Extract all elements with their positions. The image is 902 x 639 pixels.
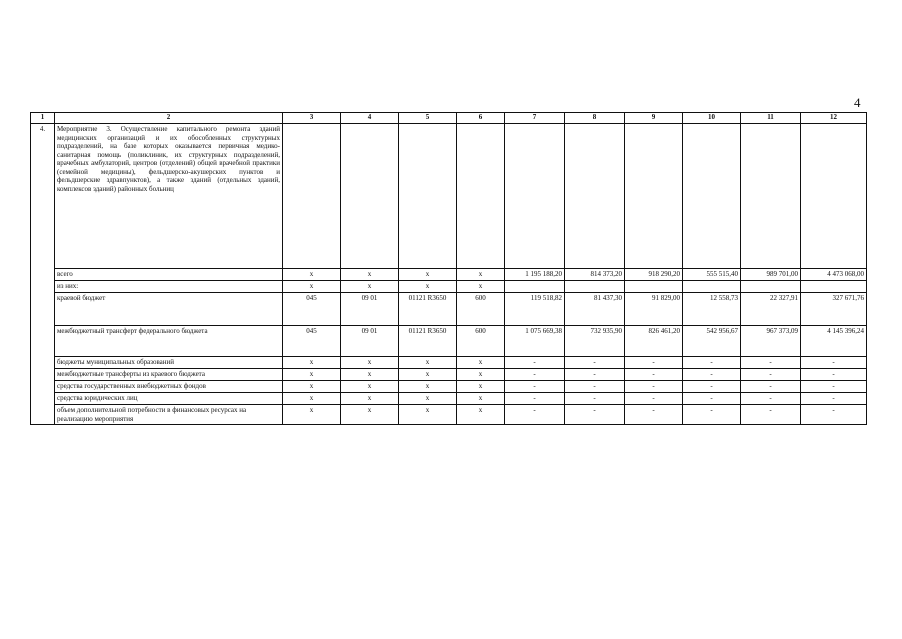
table-cell: x bbox=[341, 357, 399, 369]
table-cell: x bbox=[399, 269, 457, 281]
table-cell: - bbox=[625, 393, 683, 405]
column-header-1: 1 bbox=[31, 113, 55, 124]
table-cell: 045 bbox=[283, 326, 341, 357]
table-cell: 4 145 396,24 bbox=[801, 326, 867, 357]
table-cell: x bbox=[341, 381, 399, 393]
table-cell: x bbox=[457, 381, 505, 393]
table-cell: 01121 R3650 bbox=[399, 326, 457, 357]
column-header-5: 5 bbox=[399, 113, 457, 124]
table-cell: - bbox=[625, 381, 683, 393]
table-cell bbox=[505, 281, 565, 293]
row-label: объем дополнительной потребности в финансовых ресурсах на реализацию мероприятия bbox=[55, 405, 283, 425]
row-label: средства юридических лиц bbox=[55, 393, 283, 405]
table-cell: - bbox=[741, 357, 801, 369]
table-cell: x bbox=[341, 269, 399, 281]
table-cell: 22 327,91 bbox=[741, 293, 801, 326]
column-header-12: 12 bbox=[801, 113, 867, 124]
table-cell: - bbox=[801, 405, 867, 425]
table-cell: 918 290,20 bbox=[625, 269, 683, 281]
table-cell: - bbox=[683, 369, 741, 381]
table-cell: - bbox=[801, 381, 867, 393]
table-cell: x bbox=[399, 369, 457, 381]
table-cell: 045 bbox=[283, 293, 341, 326]
table-cell: x bbox=[283, 405, 341, 425]
table-cell: x bbox=[283, 357, 341, 369]
table-cell: 826 461,20 bbox=[625, 326, 683, 357]
table-cell bbox=[283, 124, 341, 269]
table-cell: - bbox=[801, 393, 867, 405]
column-header-10: 10 bbox=[683, 113, 741, 124]
table-cell: - bbox=[741, 405, 801, 425]
table-cell: - bbox=[565, 357, 625, 369]
budget-table bbox=[30, 112, 867, 425]
table-cell: 4 473 068,00 bbox=[801, 269, 867, 281]
activity-number: 4. bbox=[31, 124, 55, 425]
table-row-legal-entities bbox=[31, 393, 867, 405]
table-row-regional-transfers bbox=[31, 369, 867, 381]
table-cell: 91 829,00 bbox=[625, 293, 683, 326]
table-cell bbox=[801, 281, 867, 293]
table-cell: 814 373,20 bbox=[565, 269, 625, 281]
table-cell: x bbox=[399, 281, 457, 293]
table-row-total bbox=[31, 269, 867, 281]
row-label: межбюджетные трансферты из краевого бюджета bbox=[55, 369, 283, 381]
table-cell: - bbox=[625, 405, 683, 425]
table-cell bbox=[399, 124, 457, 269]
table-cell: x bbox=[457, 281, 505, 293]
activity-title: Мероприятие 3. Осуществление капитального ремонта зданий медицинских организаций и их обособленных структурных подразделений, на базе которых оказывается первичная медико-санитарная помощь (поликлиник, их структурных подразделений, врачебных амбулаторий, центров (отделений) общей врачебной практики (семейной медицины), фельдшерско-акушерских пунктов и фельдшерские здравпунктов), а также зданий (отдельных зданий, комплексов зданий) районных больниц bbox=[55, 124, 283, 269]
table-cell: x bbox=[399, 381, 457, 393]
table-cell: 967 373,09 bbox=[741, 326, 801, 357]
table-cell: x bbox=[399, 357, 457, 369]
table-cell bbox=[565, 124, 625, 269]
column-number-row bbox=[31, 113, 867, 124]
table-cell: 555 515,40 bbox=[683, 269, 741, 281]
table-cell: - bbox=[565, 405, 625, 425]
table-cell: - bbox=[505, 357, 565, 369]
table-cell: - bbox=[505, 393, 565, 405]
column-header-3: 3 bbox=[283, 113, 341, 124]
table-cell: - bbox=[565, 393, 625, 405]
table-cell bbox=[457, 124, 505, 269]
table-cell: - bbox=[505, 369, 565, 381]
table-cell bbox=[801, 124, 867, 269]
table-cell bbox=[341, 124, 399, 269]
table-cell: x bbox=[457, 405, 505, 425]
table-cell: - bbox=[741, 393, 801, 405]
table-cell: x bbox=[399, 393, 457, 405]
table-cell: - bbox=[683, 357, 741, 369]
table-cell: x bbox=[457, 269, 505, 281]
table-cell: 542 956,67 bbox=[683, 326, 741, 357]
table-cell: x bbox=[283, 393, 341, 405]
table-cell bbox=[625, 281, 683, 293]
table-cell: 1 075 669,38 bbox=[505, 326, 565, 357]
row-label: межбюджетный трансферт федерального бюджета bbox=[55, 326, 283, 357]
table-cell: 81 437,30 bbox=[565, 293, 625, 326]
page-number: 4 bbox=[854, 95, 861, 110]
table-cell: x bbox=[283, 381, 341, 393]
table-cell: - bbox=[683, 381, 741, 393]
row-label: всего bbox=[55, 269, 283, 281]
column-header-8: 8 bbox=[565, 113, 625, 124]
table-row-additional-need bbox=[31, 405, 867, 425]
table-cell: 12 558,73 bbox=[683, 293, 741, 326]
table-cell: - bbox=[801, 369, 867, 381]
column-header-9: 9 bbox=[625, 113, 683, 124]
table-cell bbox=[741, 124, 801, 269]
table-cell: - bbox=[741, 381, 801, 393]
table-cell: - bbox=[741, 369, 801, 381]
table-cell bbox=[625, 124, 683, 269]
table-cell: - bbox=[505, 405, 565, 425]
table-cell bbox=[683, 124, 741, 269]
column-header-6: 6 bbox=[457, 113, 505, 124]
table-cell: x bbox=[283, 369, 341, 381]
activity-row bbox=[31, 124, 867, 269]
table-cell: 01121 R3650 bbox=[399, 293, 457, 326]
table-cell: - bbox=[683, 405, 741, 425]
table-cell bbox=[741, 281, 801, 293]
column-header-7: 7 bbox=[505, 113, 565, 124]
table-cell: 600 bbox=[457, 326, 505, 357]
table-cell: x bbox=[283, 269, 341, 281]
table-cell: 09 01 bbox=[341, 326, 399, 357]
table-cell bbox=[565, 281, 625, 293]
table-cell: - bbox=[505, 381, 565, 393]
table-cell: 1 195 188,20 bbox=[505, 269, 565, 281]
table-cell: 732 935,90 bbox=[565, 326, 625, 357]
table-cell: x bbox=[399, 405, 457, 425]
table-cell: x bbox=[283, 281, 341, 293]
table-cell: x bbox=[341, 281, 399, 293]
table-row-municipal-budgets bbox=[31, 357, 867, 369]
table-cell: x bbox=[457, 393, 505, 405]
table-cell: - bbox=[625, 357, 683, 369]
row-label: из них: bbox=[55, 281, 283, 293]
column-header-11: 11 bbox=[741, 113, 801, 124]
table-cell: - bbox=[801, 357, 867, 369]
table-cell: x bbox=[341, 369, 399, 381]
table-cell: 600 bbox=[457, 293, 505, 326]
row-label: краевой бюджет bbox=[55, 293, 283, 326]
column-header-2: 2 bbox=[55, 113, 283, 124]
table-cell: 09 01 bbox=[341, 293, 399, 326]
table-cell: x bbox=[457, 357, 505, 369]
table-cell bbox=[505, 124, 565, 269]
table-row-extrabudgetary-funds bbox=[31, 381, 867, 393]
table-cell: - bbox=[683, 393, 741, 405]
row-label: бюджеты муниципальных образований bbox=[55, 357, 283, 369]
table-row-federal-transfer bbox=[31, 326, 867, 357]
table-cell: 119 518,82 bbox=[505, 293, 565, 326]
row-label: средства государственных внебюджетных фондов bbox=[55, 381, 283, 393]
table-cell: x bbox=[341, 405, 399, 425]
table-cell: - bbox=[565, 369, 625, 381]
column-header-4: 4 bbox=[341, 113, 399, 124]
table-cell: 327 671,76 bbox=[801, 293, 867, 326]
table-cell bbox=[683, 281, 741, 293]
table-row-of-which bbox=[31, 281, 867, 293]
table-cell: x bbox=[341, 393, 399, 405]
table-row-regional-budget bbox=[31, 293, 867, 326]
table-cell: 989 701,00 bbox=[741, 269, 801, 281]
table-cell: - bbox=[625, 369, 683, 381]
table-cell: - bbox=[565, 381, 625, 393]
table-cell: x bbox=[457, 369, 505, 381]
